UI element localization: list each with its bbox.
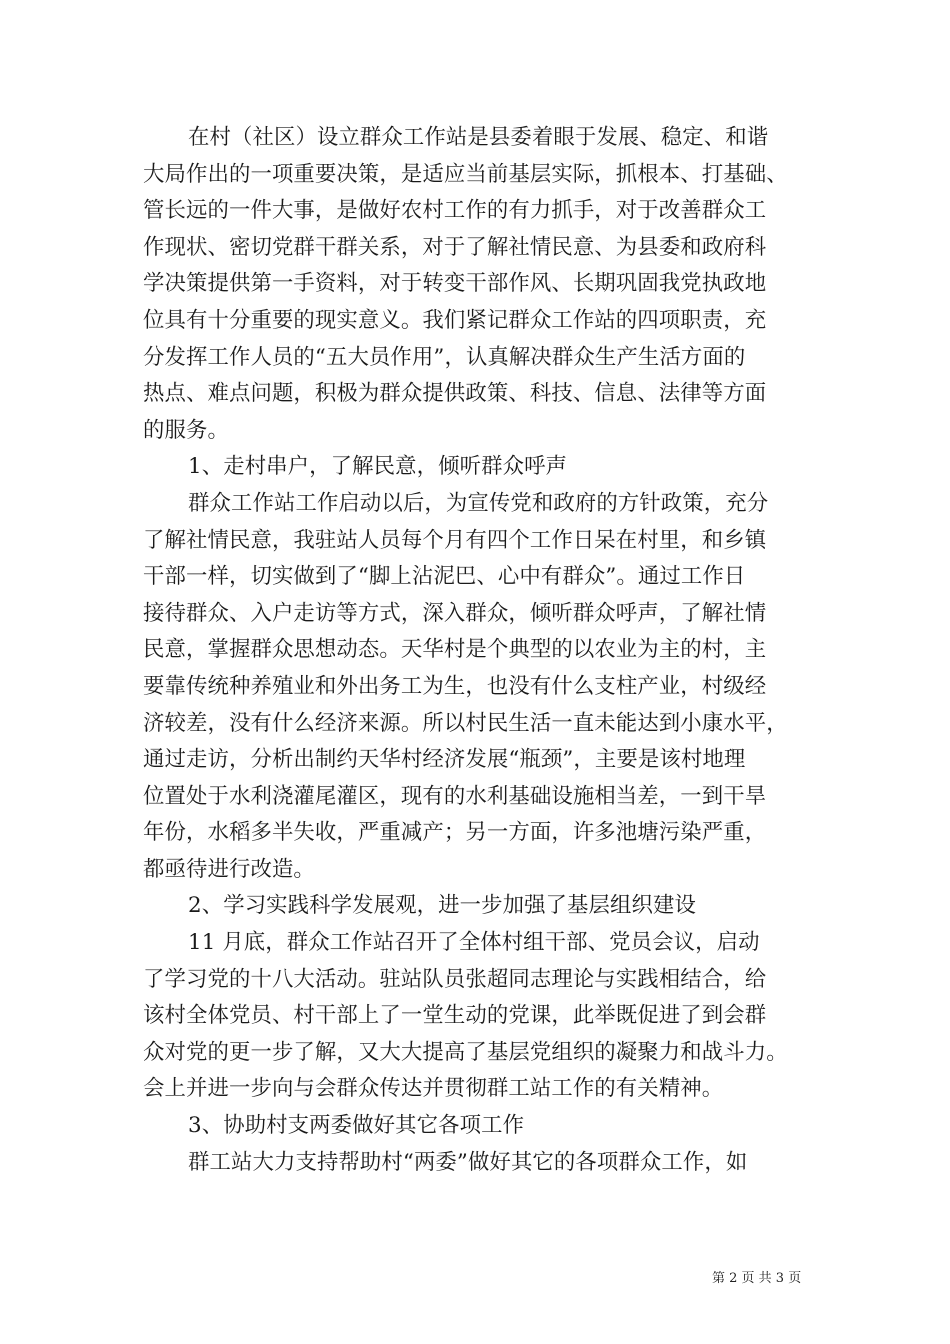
text-line: 群工站大力支持帮助村“两委”做好其它的各项群众工作，如	[188, 1149, 748, 1175]
text-line: 3、协助村支两委做好其它各项工作	[188, 1113, 525, 1139]
text-line: 年份，水稻多半失收，严重减产；另一方面，许多池塘污染严重，	[143, 820, 767, 846]
text-line: 热点、难点问题，积极为群众提供政策、科技、信息、法律等方面	[143, 381, 767, 407]
text-line: 学决策提供第一手资料，对于转变干部作风、长期巩固我党执政地	[143, 271, 767, 297]
text-line: 了解社情民意，我驻站人员每个月有四个工作日呆在村里，和乡镇	[143, 527, 767, 553]
text-line: 位置处于水利浇灌尾灌区，现有的水利基础设施相当差，一到干旱	[143, 783, 767, 809]
document-body	[143, 120, 833, 1181]
text-line: 群众工作站工作启动以后，为宣传党和政府的方针政策，充分	[188, 490, 769, 516]
text-line: 2、学习实践科学发展观，进一步加强了基层组织建设	[188, 893, 696, 919]
text-line: 位具有十分重要的现实意义。我们紧记群众工作站的四项职责，充	[143, 307, 767, 333]
text-line: 民意，掌握群众思想动态。天华村是个典型的以农业为主的村，主	[143, 637, 767, 663]
text-line: 大局作出的一项重要决策，是适应当前基层实际，抓根本、打基础、	[143, 161, 788, 187]
page-number: 第 2 页 共 3 页	[712, 1271, 802, 1286]
text-line: 济较差，没有什么经济来源。所以村民生活一直未能达到小康水平，	[143, 710, 788, 736]
text-line: 要靠传统种养殖业和外出务工为生，也没有什么支柱产业，村级经	[143, 673, 767, 699]
text-line: 都亟待进行改造。	[143, 856, 315, 882]
text-line: 在村（社区）设立群众工作站是县委着眼于发展、稳定、和谐	[188, 125, 769, 150]
text-line: 分发挥工作人员的“五大员作用”，认真解决群众生产生活方面的	[143, 344, 746, 370]
text-line: 1、走村串户，了解民意，倾听群众呼声	[188, 454, 568, 480]
text-line: 11 月底，群众工作站召开了全体村组干部、党员会议，启动	[188, 930, 760, 956]
text-line: 干部一样，切实做到了“脚上沾泥巴、心中有群众”。通过工作日	[143, 564, 746, 590]
text-line: 作现状、密切党群干群关系，对于了解社情民意、为县委和政府科	[143, 234, 767, 260]
text-line: 该村全体党员、村干部上了一堂生动的党课，此举既促进了到会群	[143, 1003, 767, 1029]
text-line: 的服务。	[143, 417, 229, 443]
text-line: 接待群众、入户走访等方式，深入群众，倾听群众呼声，了解社情	[143, 600, 767, 626]
text-line: 众对党的更一步了解，又大大提高了基层党组织的凝聚力和战斗力。	[143, 1039, 788, 1065]
text-line: 会上并进一步向与会群众传达并贯彻群工站工作的有关精神。	[143, 1076, 724, 1102]
text-line: 了学习党的十八大活动。驻站队员张超同志理论与实践相结合，给	[143, 966, 767, 992]
text-line: 通过走访，分析出制约天华村经济发展“瓶颈”，主要是该村地理	[143, 747, 746, 773]
text-line: 管长远的一件大事，是做好农村工作的有力抓手，对于改善群众工	[143, 198, 767, 224]
